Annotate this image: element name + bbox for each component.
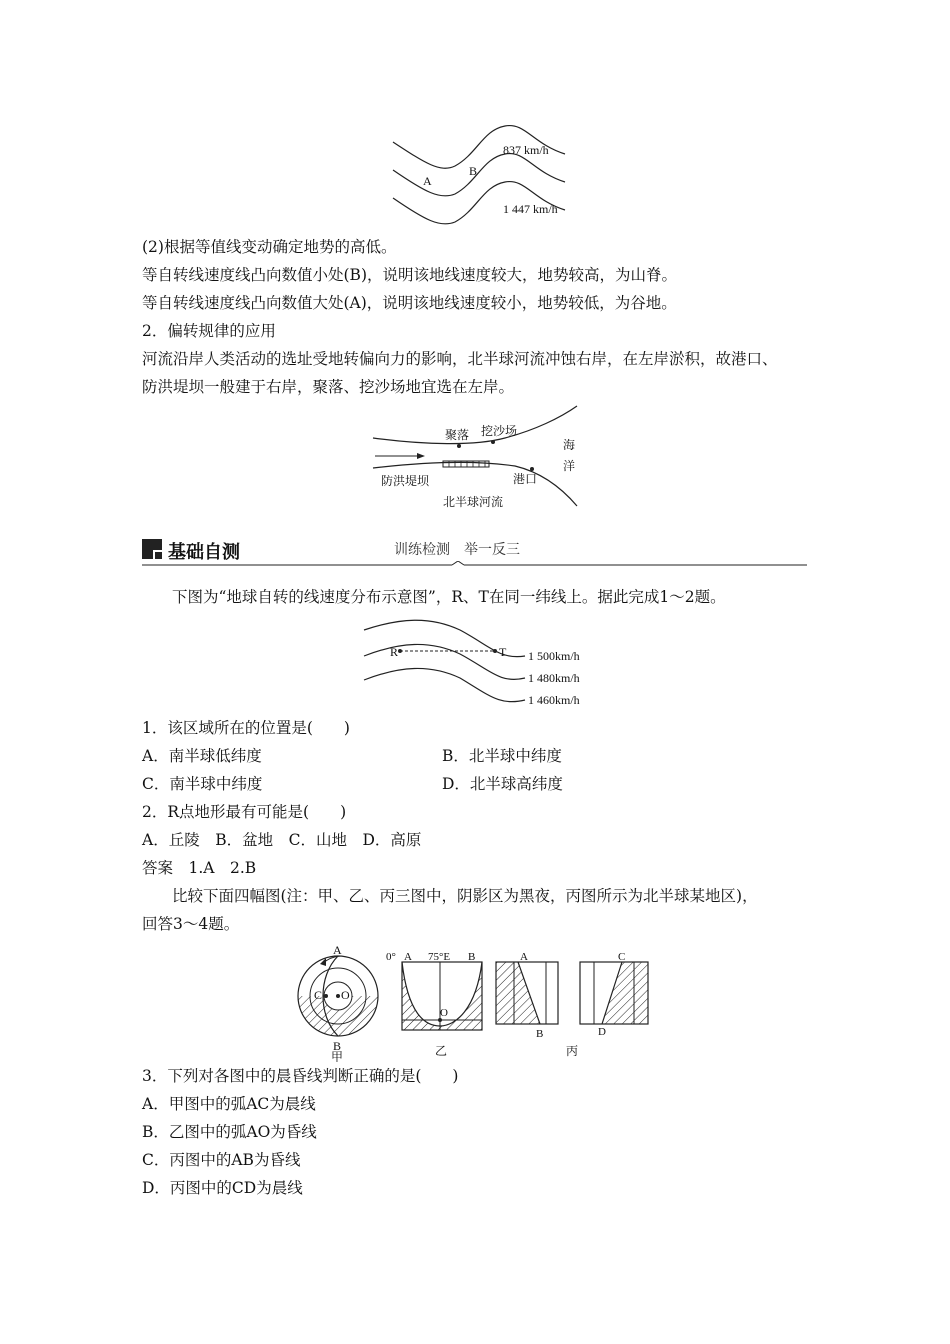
intro-text: 比较下面四幅图(注：甲、乙、丙三图中，阴影区为黑夜，丙图所示为北半球某地区)， xyxy=(172,887,758,905)
text-line: (2)根据等值线变动确定地势的高低。 xyxy=(142,238,397,256)
intro-text: 下图为“地球自转的线速度分布示意图”，R、T在同一纬线上。据此完成1～2题。 xyxy=(172,588,726,606)
option: B．北半球中纬度 xyxy=(442,747,562,765)
answer-line: 答案 1.A 2.B xyxy=(142,859,257,877)
diagram-bing-cd xyxy=(580,951,648,1038)
text-heading: 2．偏转规律的应用 xyxy=(142,322,276,340)
diagram-yi xyxy=(386,951,482,1058)
option-row: A．丘陵 B．盆地 C．山地 D．高原 xyxy=(142,831,422,849)
label-jia: 甲 xyxy=(331,1050,344,1062)
option: D．北半球高纬度 xyxy=(442,775,563,793)
fig2-port: 港口 xyxy=(513,472,538,486)
question-stem: 3．下列对各图中的晨昏线判断正确的是( ) xyxy=(142,1067,459,1085)
bing-a: A xyxy=(520,951,528,963)
question-stem: 2．R点地形最有可能是( ) xyxy=(142,803,347,821)
bing-c: C xyxy=(618,951,626,963)
jia-b: B xyxy=(333,1039,342,1053)
diagram-jia xyxy=(298,943,378,1062)
yi-0deg: 0° xyxy=(386,951,396,963)
jia-a: A xyxy=(333,943,342,957)
text-line: 防洪堤坝一般建于右岸，聚落、挖沙场地宜选在左岸。 xyxy=(142,378,515,396)
fig3-point-r: R xyxy=(390,645,399,659)
yi-o: O xyxy=(440,1007,448,1019)
yi-b: B xyxy=(468,951,476,963)
question-stem: 1．该区域所在的位置是( ) xyxy=(142,719,350,737)
figure-contour-velocity-2 xyxy=(360,616,595,708)
bing-b: B xyxy=(536,1028,544,1040)
fig1-point-a: A xyxy=(423,174,432,188)
fig3-label-1480: 1 480km/h xyxy=(528,671,580,685)
figure-terminator-diagrams xyxy=(290,940,660,1062)
option: C．丙图中的AB为昏线 xyxy=(142,1151,301,1169)
fig2-river: 北半球河流 xyxy=(443,495,504,509)
fig2-settlement: 聚落 xyxy=(445,428,470,442)
section-underline xyxy=(142,561,807,569)
fig2-sand-pit: 挖沙场 xyxy=(481,424,518,438)
section-title: 基础自测 xyxy=(168,542,240,563)
option: D．丙图中的CD为晨线 xyxy=(142,1179,303,1197)
fig3-label-1460: 1 460km/h xyxy=(528,693,580,707)
fig1-label-top: 837 km/h xyxy=(503,143,549,157)
figure-river-deflection xyxy=(365,400,595,516)
fig3-label-1500: 1 500km/h xyxy=(528,649,580,663)
fig2-dam: 防洪堤坝 xyxy=(381,474,430,488)
option: A．甲图中的弧AC为晨线 xyxy=(142,1095,316,1113)
diagram-bing-ab xyxy=(496,951,558,1040)
jia-o: O xyxy=(341,988,350,1002)
section-square-icon xyxy=(142,539,162,559)
yi-75e: 75°E xyxy=(428,951,451,963)
option: B．乙图中的弧AO为昏线 xyxy=(142,1123,317,1141)
bing-d: D xyxy=(598,1026,606,1038)
jia-c: C xyxy=(314,988,323,1002)
fig1-point-b: B xyxy=(469,164,478,178)
text-line: 河流沿岸人类活动的选址受地转偏向力的影响，北半球河流冲蚀右岸，在左岸淤积，故港口、 xyxy=(142,350,778,368)
text-line: 等自转线速度线凸向数值小处(B)，说明该地线速度较大，地势较高，为山脊。 xyxy=(142,266,677,284)
fig3-point-t: T xyxy=(499,645,507,659)
section-header xyxy=(142,537,807,567)
section-subtitle: 训练检测 举一反三 xyxy=(394,542,520,558)
fig2-sea-1: 海 xyxy=(563,438,576,452)
label-bing: 丙 xyxy=(566,1044,579,1058)
fig1-label-bottom: 1 447 km/h xyxy=(503,202,558,216)
label-yi: 乙 xyxy=(435,1044,448,1058)
option: C．南半球中纬度 xyxy=(142,775,263,793)
fig2-sea-2: 洋 xyxy=(563,459,576,473)
yi-a: A xyxy=(404,951,412,963)
option: A．南半球低纬度 xyxy=(142,747,262,765)
figure-contour-velocity-1 xyxy=(385,118,570,230)
text-line: 等自转线速度线凸向数值大处(A)，说明该地线速度较小，地势较低，为谷地。 xyxy=(142,294,677,312)
intro-text: 回答3～4题。 xyxy=(142,915,240,933)
